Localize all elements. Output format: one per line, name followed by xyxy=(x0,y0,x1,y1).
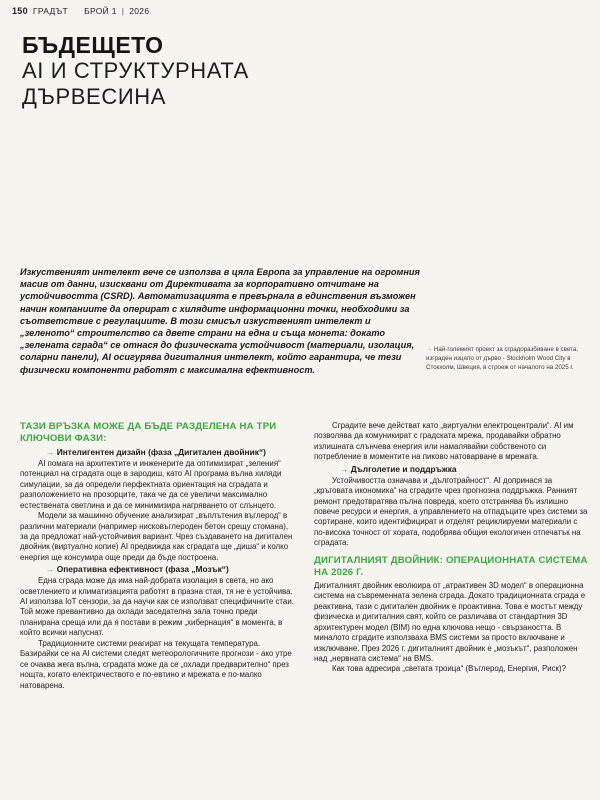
caption-text: Най-големият проект за сградоразбиване в света, изграден изцяло от дърво - Stockholm Wood City в Стокхолм, Швеция, в строеж от началото на 2025 г. xyxy=(426,346,579,371)
title-main: БЪДЕЩЕТО xyxy=(22,32,164,58)
holy-trinity-question: Как това адресира „светата троица“ (Въглерод, Енергия, Риск)? xyxy=(332,664,567,674)
digital-twin-paragraph: Дигиталният двойник еволюира от „атрактивен 3D модел“ в операционна система на съвременната зелена сграда. Докато традиционната сграда е реактивна, тази с дигитален двойник е проактивна. Това е мостът между физическа и дигиталния свят, който се различава от стандартния 3D архитектурен модел (BIM) по една ключова нещо - свързаността. В миналото сградите използваха BMS системи за просто включване и изключване. През 2026 г. дигиталният двойник е „мозъкът“, разположен над „нервната система“ на BMS. xyxy=(314,580,586,663)
arrow-right-icon: → xyxy=(340,463,349,474)
running-header xyxy=(12,4,149,18)
phase1-paragraph-1: AI помага на архитектите и инженерите да оптимизират „зеления“ потенциал на сградата още в зародиш, като AI програма вълна хиляди симулации, за да определи перфектната ориентация на сградата и разположението на прозорците, така че да се увеличи максимално естествената светлина и да се минимизира нагряването от слънцето. xyxy=(20,458,282,510)
phase1-heading xyxy=(20,447,296,458)
arrow-right-icon: → xyxy=(46,447,55,457)
virtual-powerplant-paragraph: Сградите вече действат като „виртуални електроцентрали“. AI им позволява да комуникират с градската мрежа, продавайки обратно излишната слънчева енергия или намалявайки собственото си потребление в моментите на пиково натоварване в мрежата. xyxy=(314,421,574,462)
phase1-paragraph-2: Модели за машинно обучение анализират „въплътения въглерод“ в различни материали (например нисковъглероден бетон срещу стомана), за да предложат най-устойчивия вариант. Чрез създаването на дигитален двойник (виртуално копие) AI предвижда как сградата ще „диша“ и колко енергия ще консумира още преди да бъде построена. xyxy=(20,511,293,562)
photo-caption xyxy=(426,345,586,372)
phase2-paragraph-2: Традиционните системи реагират на текущата температура. Базирайки се на AI системи следят метеорологичните прогнози - ако утре се очаква жега вълна, сградата може да се „охлади предварително“ през нощта, когато електричеството е по-евтино и мрежата е по-малко натоварена. xyxy=(20,638,292,690)
phase2-title: Оперативна ефективност (фаза „Мозък“) xyxy=(56,564,229,575)
phase2-paragraph-1: Една сграда може да има най-добрата изолация в света, но ако осветлението и климатизацията работят в празна стая, тя не е устойчива. AI използва IoT сензори, за да научи как се използват специфичните стаи. Той може превантивно да охлади заседателна зала точно преди планирана среща или да я постави в режим „хибернация“ в момента, в който всички напуснат. xyxy=(20,576,294,638)
page-number: 150 xyxy=(12,6,28,16)
left-column xyxy=(20,421,296,691)
intro-paragraph: Изкуственият интелект вече се използва в цяла Европа за управление на огромния масив от данни, изисквани от Директивата за корпоративно отчитане на устойчивостта (CSRD). Автоматизацията е превърнала в единствения възможен начин компаниите да оперират с хилядите информационни точки, необходими за съответствие с регулациите. В този смисъл изкуственият интелект и „зеленото“ строителство са двете страни на една и съща монета: докато „зелената сграда“ се отнася до физическата устойчивост (материали, изолация, соларни панели), AI осигурява дигиталния интелект, който гарантира, че тези физически компоненти работят с максимална ефективност. xyxy=(20,267,420,375)
right-column xyxy=(314,421,590,675)
issue-year: 2026 xyxy=(129,6,150,16)
caption-arrow-icon: → xyxy=(426,346,433,353)
phase3-heading xyxy=(314,464,590,475)
header-separator: | xyxy=(121,6,125,16)
title-sub-line1: AI И СТРУКТУРНАТА xyxy=(22,58,249,83)
section-heading-phases: ТАЗИ ВРЪЗКА МОЖЕ ДА БЪДЕ РАЗДЕЛЕНА НА ТРИ КЛЮЧОВИ ФАЗИ: xyxy=(20,421,277,444)
phase2-heading xyxy=(20,564,296,575)
arrow-right-icon: → xyxy=(46,564,55,575)
phase3-paragraph: Устойчивостта означава и „дълготрайност“. AI допринася за „кръговата икономика“ на сградите чрез прогнозна поддръжка. Ранният ремонт предотвратява пълна повреда, което отстранява бъ излишно повече ресурси и енергия, а управлението на отпадъците чрез системи за сортиране, които идентифицират и отделят рециклируеми материали с по-висока точност от хората, подобрява общия екологичен отпечатък на сградата. xyxy=(314,475,588,548)
section-heading-digital-twin: ДИГИТАЛНИЯТ ДВОЙНИК: ОПЕРАЦИОННАТА СИСТЕМА НА 2026 Г. xyxy=(314,554,588,578)
article-title xyxy=(22,32,382,110)
phase3-title: Дълголетие и поддръжка xyxy=(350,463,457,474)
issue-label: БРОЙ 1 xyxy=(84,6,117,16)
magazine-name: ГРАДЪТ xyxy=(32,6,69,16)
title-sub-line2: ДЪРВЕСИНА xyxy=(22,84,166,109)
phase1-title: Интелигентен дизайн (фаза „Дигитален двойник“) xyxy=(56,447,266,457)
